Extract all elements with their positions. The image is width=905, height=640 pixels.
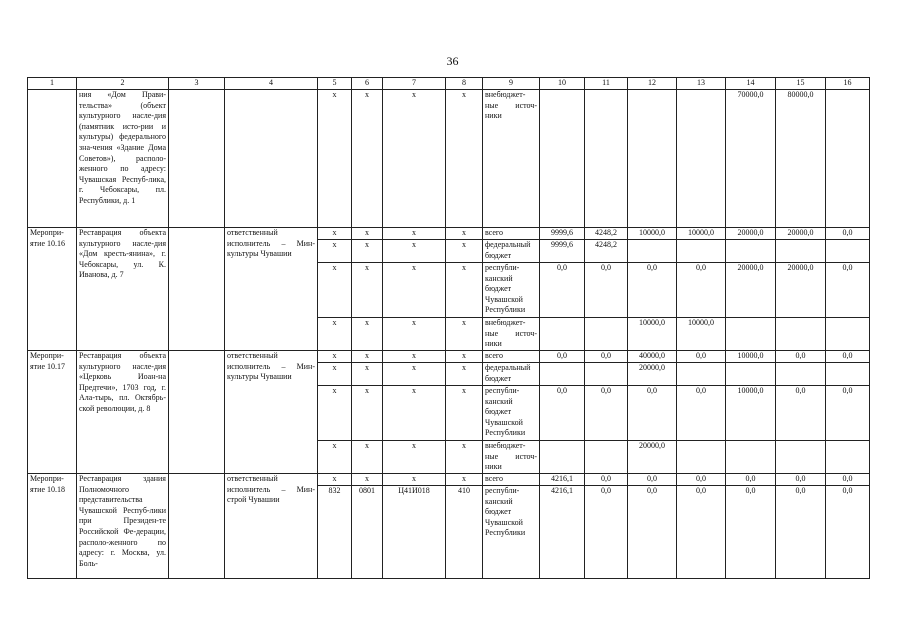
value-cell	[826, 441, 870, 474]
value-cell	[826, 318, 870, 351]
column-header: 8	[446, 78, 483, 90]
value-cell	[677, 363, 726, 386]
code-cell: х	[352, 228, 383, 240]
page-number: 36	[446, 54, 459, 68]
value-cell: 0,0	[585, 263, 628, 318]
value-cell: 4248,2	[585, 228, 628, 240]
value-cell	[776, 318, 826, 351]
value-cell: 20000,0	[776, 228, 826, 240]
value-cell: 0,0	[628, 386, 677, 441]
funding-source-cell: республи-канский бюджет Чувашской Республики	[483, 263, 540, 318]
code-cell: 410	[446, 486, 483, 579]
column-header: 3	[169, 78, 225, 90]
code-cell: х	[383, 240, 446, 263]
empty-cell	[169, 351, 225, 474]
executor-cell: ответственный исполнитель – Мин-культуры Чувашии	[225, 228, 318, 351]
value-cell	[677, 441, 726, 474]
funding-source-cell: республи-канский бюджет Чувашской Республики	[483, 486, 540, 579]
value-cell: 0,0	[540, 386, 585, 441]
code-cell: х	[383, 263, 446, 318]
column-header: 4	[225, 78, 318, 90]
value-cell: 0,0	[677, 351, 726, 363]
value-cell: 0,0	[628, 263, 677, 318]
code-cell: х	[352, 441, 383, 474]
value-cell: 0,0	[677, 263, 726, 318]
table-row	[28, 90, 870, 228]
value-cell	[540, 90, 585, 228]
funding-source-cell: внебюджет-ные источ-ники	[483, 318, 540, 351]
code-cell: х	[446, 240, 483, 263]
code-cell: х	[446, 363, 483, 386]
empty-cell	[169, 90, 225, 228]
column-header: 10	[540, 78, 585, 90]
value-cell: 0,0	[726, 486, 776, 579]
code-cell: х	[352, 363, 383, 386]
column-header: 13	[677, 78, 726, 90]
code-cell: Ц41И018	[383, 486, 446, 579]
value-cell: 20000,0	[628, 441, 677, 474]
value-cell	[585, 318, 628, 351]
value-cell	[826, 240, 870, 263]
measure-id-cell	[28, 90, 77, 228]
measure-description-cell: Реставрация объекта культурного насле-дия «Дом кресть-янина», г. Чебоксары, ул. К. Иванова, д. 7	[77, 228, 169, 351]
funding-source-cell: федеральный бюджет	[483, 363, 540, 386]
column-header: 11	[585, 78, 628, 90]
table-row	[28, 351, 870, 363]
value-cell: 0,0	[826, 228, 870, 240]
code-cell: х	[318, 363, 352, 386]
value-cell: 0,0	[540, 351, 585, 363]
value-cell: 0,0	[776, 386, 826, 441]
value-cell: 4216,1	[540, 486, 585, 579]
value-cell	[726, 240, 776, 263]
column-header: 2	[77, 78, 169, 90]
code-cell: х	[352, 386, 383, 441]
code-cell: х	[446, 263, 483, 318]
funding-source-cell: всего	[483, 474, 540, 486]
column-header: 7	[383, 78, 446, 90]
value-cell: 20000,0	[628, 363, 677, 386]
value-cell: 10000,0	[726, 351, 776, 363]
column-header: 16	[826, 78, 870, 90]
value-cell: 10000,0	[726, 386, 776, 441]
code-cell: х	[446, 474, 483, 486]
code-cell: х	[318, 386, 352, 441]
column-header: 1	[28, 78, 77, 90]
value-cell: 20000,0	[726, 228, 776, 240]
value-cell	[677, 240, 726, 263]
value-cell: 0,0	[628, 486, 677, 579]
value-cell: 9999,6	[540, 240, 585, 263]
funding-source-cell: всего	[483, 228, 540, 240]
value-cell: 0,0	[585, 486, 628, 579]
value-cell	[628, 90, 677, 228]
value-cell: 0,0	[776, 351, 826, 363]
value-cell: 20000,0	[726, 263, 776, 318]
table-row	[28, 474, 870, 486]
executor-cell: ответственный исполнитель – Мин-культуры Чувашии	[225, 351, 318, 474]
value-cell: 0,0	[826, 486, 870, 579]
value-cell: 10000,0	[628, 318, 677, 351]
table-row	[28, 228, 870, 240]
code-cell: х	[352, 263, 383, 318]
value-cell: 0,0	[585, 474, 628, 486]
code-cell: х	[318, 351, 352, 363]
code-cell: х	[318, 474, 352, 486]
value-cell: 0,0	[776, 474, 826, 486]
code-cell: х	[383, 318, 446, 351]
value-cell	[776, 441, 826, 474]
code-cell: х	[318, 228, 352, 240]
code-cell: 832	[318, 486, 352, 579]
value-cell	[826, 363, 870, 386]
measure-id-cell: Меропри-ятие 10.16	[28, 228, 77, 351]
value-cell: 0,0	[826, 386, 870, 441]
value-cell: 4248,2	[585, 240, 628, 263]
code-cell: х	[383, 386, 446, 441]
executor-cell	[225, 90, 318, 228]
value-cell: 0,0	[726, 474, 776, 486]
value-cell	[628, 240, 677, 263]
value-cell: 0,0	[628, 474, 677, 486]
column-header: 5	[318, 78, 352, 90]
measure-description-cell: Реставрация объекта культурного насле-дия «Церковь Иоан-на Предтечи», 1703 год, г. Ала-тырь, пл. Октябрь-ской революции, д. 8	[77, 351, 169, 474]
value-cell: 0,0	[826, 351, 870, 363]
funding-source-cell: внебюджет-ные источ-ники	[483, 90, 540, 228]
executor-cell: ответственный исполнитель – Мин-строй Чувашии	[225, 474, 318, 579]
code-cell: х	[446, 386, 483, 441]
column-header: 6	[352, 78, 383, 90]
value-cell	[540, 318, 585, 351]
funding-source-cell: республи-канский бюджет Чувашской Республики	[483, 386, 540, 441]
value-cell: 9999,6	[540, 228, 585, 240]
measure-description-cell: ния «Дом Прави-тельства» (объект культурного насле-дия (памятник исто-рии и культуры) федерального зна-чения «Здание Дома Советов»), располо-женного по адресу: Чувашская Респуб-лика, г. Чебоксары, пл. Республики, д. 1	[77, 90, 169, 228]
measure-description-cell: Реставрация здания Полномочного представительства Чувашской Респуб-лики при Президен-те Российской Фе-дерации, располо-женного по адресу: г. Москва, ул. Боль-	[77, 474, 169, 579]
code-cell: х	[318, 441, 352, 474]
column-header: 9	[483, 78, 540, 90]
value-cell: 0,0	[677, 386, 726, 441]
code-cell: х	[446, 90, 483, 228]
value-cell	[726, 363, 776, 386]
value-cell: 10000,0	[677, 318, 726, 351]
measure-id-cell: Меропри-ятие 10.18	[28, 474, 77, 579]
value-cell: 4216,1	[540, 474, 585, 486]
code-cell: х	[352, 351, 383, 363]
column-header: 15	[776, 78, 826, 90]
value-cell: 10000,0	[628, 228, 677, 240]
funding-source-cell: внебюджет-ные источ-ники	[483, 441, 540, 474]
value-cell: 0,0	[585, 351, 628, 363]
column-number-row	[28, 78, 870, 90]
empty-cell	[169, 474, 225, 579]
code-cell: х	[383, 228, 446, 240]
code-cell: х	[318, 90, 352, 228]
value-cell	[726, 441, 776, 474]
code-cell: х	[446, 228, 483, 240]
value-cell: 0,0	[677, 486, 726, 579]
value-cell: 0,0	[585, 386, 628, 441]
code-cell: х	[446, 441, 483, 474]
code-cell: х	[383, 90, 446, 228]
value-cell: 20000,0	[776, 263, 826, 318]
code-cell: 0801	[352, 486, 383, 579]
value-cell	[585, 441, 628, 474]
code-cell: х	[318, 318, 352, 351]
value-cell	[540, 441, 585, 474]
measure-id-cell: Меропри-ятие 10.17	[28, 351, 77, 474]
code-cell: х	[446, 318, 483, 351]
funding-source-cell: федеральный бюджет	[483, 240, 540, 263]
value-cell: 40000,0	[628, 351, 677, 363]
value-cell: 10000,0	[677, 228, 726, 240]
value-cell	[585, 90, 628, 228]
value-cell	[585, 363, 628, 386]
value-cell: 0,0	[776, 486, 826, 579]
value-cell: 0,0	[677, 474, 726, 486]
funding-source-cell: всего	[483, 351, 540, 363]
value-cell	[826, 90, 870, 228]
value-cell: 0,0	[826, 263, 870, 318]
value-cell	[776, 240, 826, 263]
column-header: 12	[628, 78, 677, 90]
code-cell: х	[383, 363, 446, 386]
code-cell: х	[383, 351, 446, 363]
column-header: 14	[726, 78, 776, 90]
budget-table	[27, 77, 870, 579]
code-cell: х	[352, 240, 383, 263]
code-cell: х	[383, 474, 446, 486]
value-cell	[677, 90, 726, 228]
code-cell: х	[352, 474, 383, 486]
code-cell: х	[318, 240, 352, 263]
code-cell: х	[383, 441, 446, 474]
value-cell	[726, 318, 776, 351]
code-cell: х	[352, 318, 383, 351]
value-cell: 70000,0	[726, 90, 776, 228]
value-cell	[776, 363, 826, 386]
code-cell: х	[318, 263, 352, 318]
value-cell: 80000,0	[776, 90, 826, 228]
code-cell: х	[352, 90, 383, 228]
code-cell: х	[446, 351, 483, 363]
empty-cell	[169, 228, 225, 351]
value-cell: 0,0	[540, 263, 585, 318]
value-cell	[540, 363, 585, 386]
value-cell: 0,0	[826, 474, 870, 486]
